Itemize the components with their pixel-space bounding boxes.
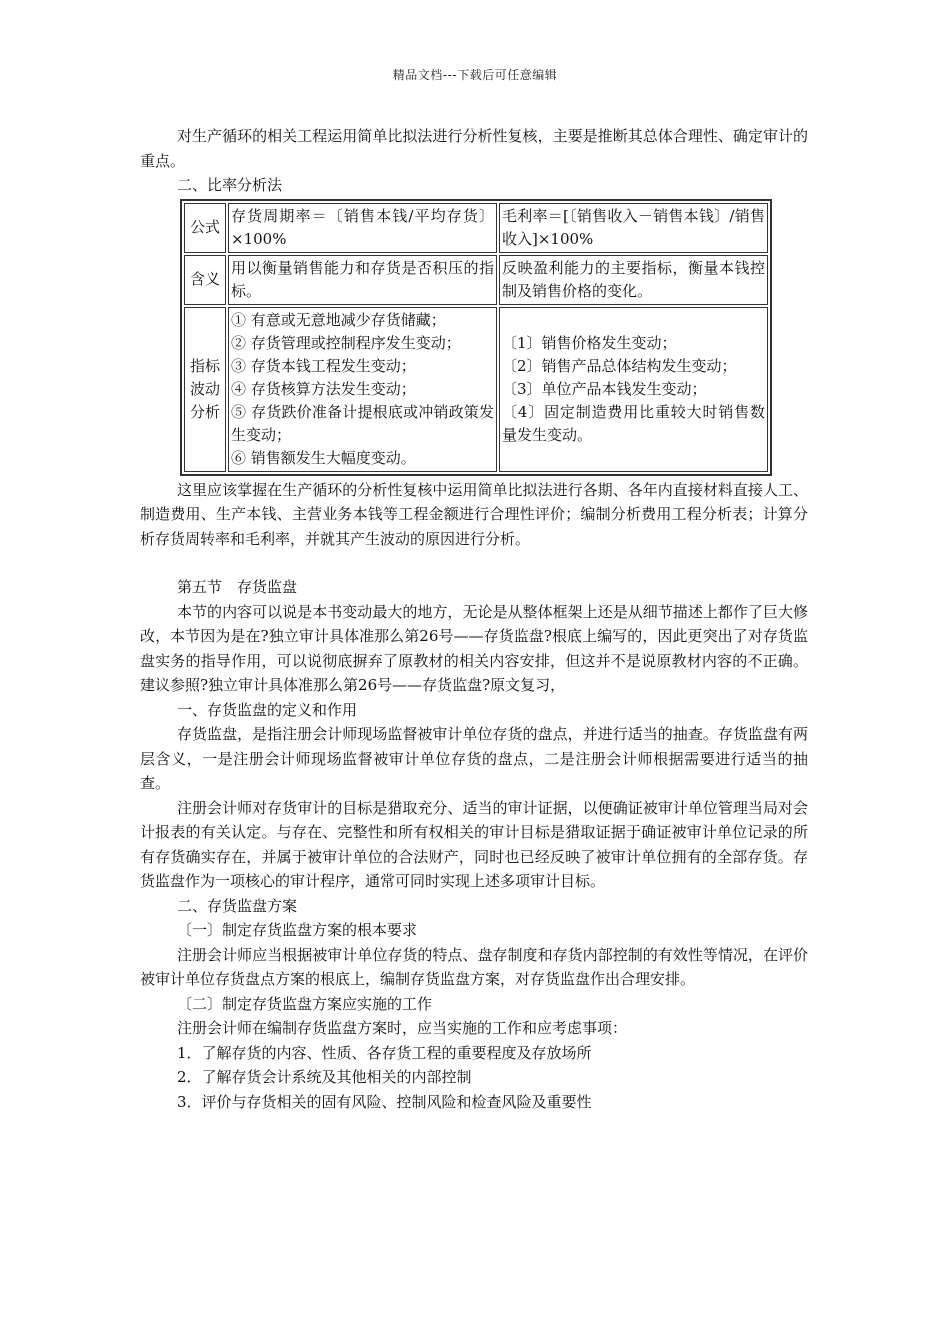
table-row — [184, 255, 768, 305]
heading-plan: 二、存货监盘方案 — [177, 896, 298, 915]
list-item: ③ 存货本钱工程发生变动； — [231, 356, 416, 375]
list-item: 〔3〕单位产品本钱发生变动； — [502, 379, 707, 398]
list-item: ② 存货管理或控制程序发生变动； — [231, 333, 461, 352]
ratio-heading: 二、比率分析法 — [177, 176, 283, 194]
subheading-requirements: 〔一〕制定存货监盘方案的根本要求 — [177, 921, 418, 939]
document-body — [140, 124, 808, 1114]
list-item: ④ 存货核算方法发生变动； — [231, 379, 416, 398]
objective-paragraph: 注册会计师对存货审计的目标是猎取充分、适当的审计证据，以便确证被审计单位管理当局对会计报表的有关认定。与存在、完整性和所有权相关的审计目标是猎取证据于确证被审计单位记录的所有存货确实存在，并属于被审计单位的合法财产，同时也已经反映了被审计单位拥有的全部存货。存货监盘作为一项核心的审计程序，通常可同时实现上述多项审计目标。 — [140, 798, 808, 890]
section-intro-paragraph: 本节的内容可以说是本书变动最大的地方，无论是从整体框架上还是从细节描述上都作了巨大修改，本节因为是在?独立审计具体准那么第26号——存货监盘?根底上编写的，因此更突出了对存货监盘实务的指导作用，可以说彻底摒弃了原教材的相关内容安排，但这并不是说原教材内容的不正确。建议参照?独立审计具体准那么第26号——存货监盘?原文复习， — [140, 602, 808, 694]
formula-margin: 毛利率＝[〔销售收入－销售本钱〕/销售收入]×100% — [499, 203, 768, 253]
ratio-table — [180, 199, 772, 476]
page-header: 精品文档---下载后可任意编辑 — [392, 68, 558, 82]
list-item: 〔4〕固定制造费用比重较大时销售数量发生变动。 — [502, 402, 765, 444]
list-item: 〔1〕销售价格发生变动； — [502, 333, 677, 352]
list-item: 3．评价与存货相关的固有风险、控制风险和检查风险及重要性 — [177, 1092, 592, 1111]
work-paragraph: 注册会计师在编制存货监盘方案时，应当实施的工作和应考虑事项： — [177, 1019, 628, 1037]
heading-definition: 一、存货监盘的定义和作用 — [177, 700, 358, 719]
list-item: ⑤ 存货跌价准备计提根底或冲销政策发生变动； — [231, 402, 494, 444]
row-label-formula: 公式 — [184, 203, 226, 253]
formula-turnover: 存货周期率＝〔销售本钱/平均存货〕×100% — [228, 203, 497, 253]
after-table-paragraph: 这里应该掌握在生产循环的分析性复核中运用简单比拟法进行各期、各年内直接材料直接人工、制造费用、生产本钱、主营业务本钱等工程金额进行合理性评价；编制分析费用工程分析表；计算分析存货周转率和毛利率，并就其产生波动的原因进行分析。 — [140, 480, 808, 548]
row-label-meaning: 含义 — [184, 255, 226, 305]
requirements-paragraph: 注册会计师应当根据被审计单位存货的特点、盘存制度和存货内部控制的有效性等情况，在评价被审计单位存货盘点方案的根底上，编制存货监盘方案，对存货监盘作出合理安排。 — [140, 945, 808, 988]
section-title: 第五节 存货监盘 — [177, 578, 298, 596]
definition-paragraph: 存货监盘，是指注册会计师现场监督被审计单位存货的盘点，并进行适当的抽查。存货监盘有两层含义，一是注册会计师现场监督被审计单位存货的盘点，二是注册会计师根据需要进行适当的抽查。 — [140, 725, 808, 792]
meaning-turnover: 用以衡量销售能力和存货是否积压的指标。 — [228, 255, 497, 305]
list-item: 〔2〕销售产品总体结构发生变动； — [502, 356, 737, 375]
table-row — [184, 307, 768, 472]
meaning-margin: 反映盈利能力的主要指标，衡量本钱控制及销售价格的变化。 — [499, 255, 768, 305]
row-label-fluctuation: 指标波动分析 — [184, 307, 226, 472]
fluctuation-margin — [499, 307, 768, 472]
list-item: ① 有意或无意地减少存货储藏； — [231, 310, 446, 329]
list-item: ⑥ 销售额发生大幅度变动。 — [231, 448, 416, 467]
table-row — [184, 203, 768, 253]
subheading-work: 〔二〕制定存货监盘方案应实施的工作 — [177, 994, 433, 1013]
intro-paragraph: 对生产循环的相关工程运用简单比拟法进行分析性复核，主要是推断其总体合理性、确定审计的重点。 — [140, 127, 808, 170]
list-item: 2．了解存货会计系统及其他相关的内部控制 — [177, 1068, 472, 1086]
list-item: 1．了解存货的内容、性质、各存货工程的重要程度及存放场所 — [177, 1043, 592, 1062]
fluctuation-turnover — [228, 307, 497, 472]
